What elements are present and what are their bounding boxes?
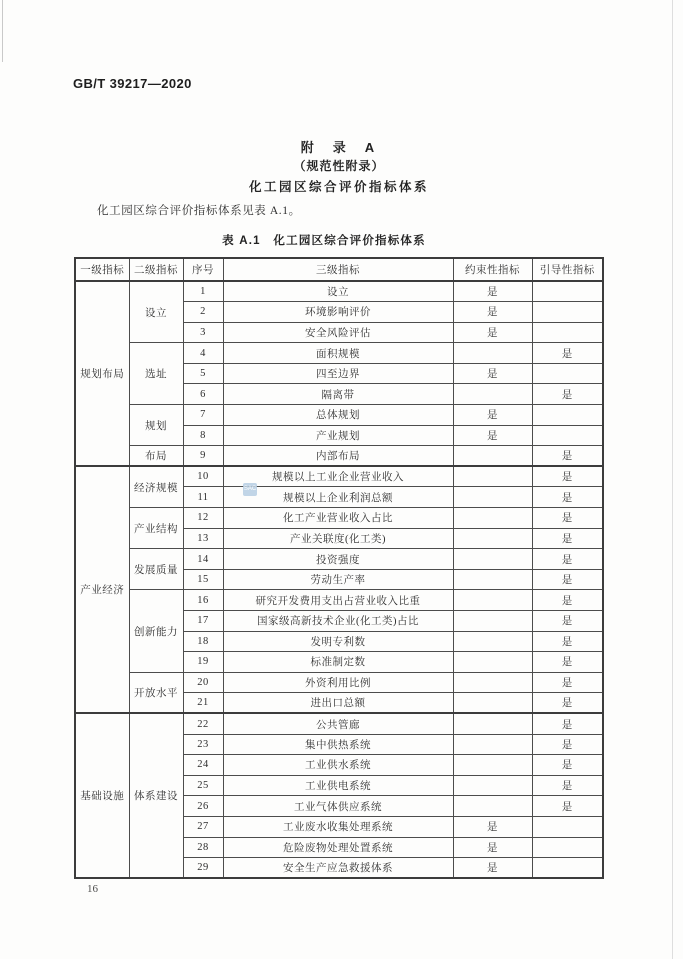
doc-code: GB/T 39217—2020 [73, 76, 192, 91]
intro-text: 化工园区综合评价指标体系见表 A.1。 [97, 205, 301, 217]
guidance-cell: 是 [532, 796, 603, 817]
seq-cell: 3 [183, 322, 223, 343]
guidance-cell: 是 [532, 466, 603, 487]
indicator-cell: 公共管廊 [223, 713, 453, 734]
guidance-cell [532, 322, 603, 343]
indicator-cell: 劳动生产率 [223, 569, 453, 590]
seq-cell: 19 [183, 652, 223, 673]
table-row [75, 713, 603, 734]
seq-cell: 17 [183, 611, 223, 632]
level2-cell: 布局 [129, 446, 183, 467]
indicator-cell: 规模以上企业利润总额 [223, 487, 453, 508]
constraint-cell [453, 528, 532, 549]
guidance-cell [532, 816, 603, 837]
guidance-cell: 是 [532, 713, 603, 734]
guidance-cell: 是 [532, 343, 603, 364]
guidance-cell: 是 [532, 611, 603, 632]
constraint-cell: 是 [453, 816, 532, 837]
column-header: 二级指标 [129, 258, 183, 281]
indicator-table [74, 257, 604, 879]
constraint-cell [453, 631, 532, 652]
guidance-cell: 是 [532, 755, 603, 776]
guidance-cell: 是 [532, 590, 603, 611]
constraint-cell [453, 487, 532, 508]
seq-cell: 8 [183, 425, 223, 446]
level2-cell: 设立 [129, 281, 183, 343]
guidance-cell [532, 858, 603, 879]
guidance-cell: 是 [532, 652, 603, 673]
guidance-cell: 是 [532, 446, 603, 467]
seq-cell: 11 [183, 487, 223, 508]
seq-cell: 10 [183, 466, 223, 487]
constraint-cell [453, 672, 532, 693]
constraint-cell: 是 [453, 363, 532, 384]
seq-cell: 27 [183, 816, 223, 837]
constraint-cell: 是 [453, 837, 532, 858]
constraint-cell [453, 734, 532, 755]
sac-watermark: SAC [243, 483, 257, 496]
level2-cell: 产业结构 [129, 508, 183, 549]
indicator-cell: 安全风险评估 [223, 322, 453, 343]
seq-cell: 22 [183, 713, 223, 734]
level2-cell: 开放水平 [129, 672, 183, 713]
constraint-cell [453, 611, 532, 632]
level2-cell: 经济规模 [129, 466, 183, 507]
indicator-cell: 隔离带 [223, 384, 453, 405]
seq-cell: 26 [183, 796, 223, 817]
constraint-cell [453, 775, 532, 796]
seq-cell: 16 [183, 590, 223, 611]
column-header: 一级指标 [75, 258, 129, 281]
page-number: 16 [87, 883, 98, 895]
guidance-cell: 是 [532, 508, 603, 529]
indicator-cell: 发明专利数 [223, 631, 453, 652]
indicator-cell: 四至边界 [223, 363, 453, 384]
table-row [75, 508, 603, 529]
constraint-cell [453, 569, 532, 590]
appendix-heading: 化工园区综合评价指标体系 [248, 180, 429, 194]
guidance-cell: 是 [532, 569, 603, 590]
seq-cell: 18 [183, 631, 223, 652]
seq-cell: 29 [183, 858, 223, 879]
guidance-cell: 是 [532, 693, 603, 714]
table-row [75, 549, 603, 570]
constraint-cell [453, 508, 532, 529]
indicator-cell: 外资利用比例 [223, 672, 453, 693]
indicator-cell: 规模以上工业企业营业收入 [223, 466, 453, 487]
seq-cell: 14 [183, 549, 223, 570]
guidance-cell [532, 363, 603, 384]
constraint-cell [453, 796, 532, 817]
level2-cell: 规划 [129, 405, 183, 446]
seq-cell: 1 [183, 281, 223, 302]
seq-cell: 15 [183, 569, 223, 590]
seq-cell: 25 [183, 775, 223, 796]
constraint-cell [453, 755, 532, 776]
constraint-cell [453, 652, 532, 673]
constraint-cell [453, 343, 532, 364]
constraint-cell [453, 549, 532, 570]
table-row [75, 405, 603, 426]
level1-cell: 产业经济 [75, 466, 129, 713]
indicator-cell: 设立 [223, 281, 453, 302]
indicator-cell: 工业供水系统 [223, 755, 453, 776]
constraint-cell: 是 [453, 281, 532, 302]
guidance-cell [532, 837, 603, 858]
constraint-cell [453, 713, 532, 734]
constraint-cell [453, 693, 532, 714]
indicator-cell: 国家级高新技术企业(化工类)占比 [223, 611, 453, 632]
guidance-cell: 是 [532, 631, 603, 652]
indicator-cell: 内部布局 [223, 446, 453, 467]
constraint-cell: 是 [453, 425, 532, 446]
seq-cell: 20 [183, 672, 223, 693]
level2-cell: 选址 [129, 343, 183, 405]
constraint-cell: 是 [453, 302, 532, 323]
level1-cell: 规划布局 [75, 281, 129, 466]
constraint-cell: 是 [453, 858, 532, 879]
column-header: 三级指标 [223, 258, 453, 281]
guidance-cell [532, 281, 603, 302]
seq-cell: 23 [183, 734, 223, 755]
table-row [75, 672, 603, 693]
table-caption: 表 A.1 化工园区综合评价指标体系 [222, 235, 426, 247]
indicator-cell: 工业气体供应系统 [223, 796, 453, 817]
column-header: 序号 [183, 258, 223, 281]
seq-cell: 4 [183, 343, 223, 364]
guidance-cell: 是 [532, 549, 603, 570]
seq-cell: 5 [183, 363, 223, 384]
seq-cell: 21 [183, 693, 223, 714]
guidance-cell: 是 [532, 775, 603, 796]
appendix-subtitle: （规范性附录） [293, 159, 385, 173]
level2-cell: 发展质量 [129, 549, 183, 590]
seq-cell: 13 [183, 528, 223, 549]
table-row [75, 590, 603, 611]
constraint-cell [453, 590, 532, 611]
constraint-cell: 是 [453, 405, 532, 426]
guidance-cell: 是 [532, 528, 603, 549]
indicator-cell: 危险废物处理处置系统 [223, 837, 453, 858]
seq-cell: 2 [183, 302, 223, 323]
indicator-cell: 安全生产应急救援体系 [223, 858, 453, 879]
guidance-cell [532, 405, 603, 426]
column-header: 约束性指标 [453, 258, 532, 281]
seq-cell: 6 [183, 384, 223, 405]
seq-cell: 28 [183, 837, 223, 858]
level2-cell: 创新能力 [129, 590, 183, 672]
indicator-cell: 工业废水收集处理系统 [223, 816, 453, 837]
indicator-cell: 工业供电系统 [223, 775, 453, 796]
level1-cell: 基础设施 [75, 713, 129, 878]
appendix-title: 附 录 A [300, 140, 378, 155]
seq-cell: 24 [183, 755, 223, 776]
guidance-cell [532, 302, 603, 323]
level2-cell: 体系建设 [129, 713, 183, 878]
seq-cell: 9 [183, 446, 223, 467]
table-row [75, 343, 603, 364]
guidance-cell: 是 [532, 734, 603, 755]
indicator-cell: 集中供热系统 [223, 734, 453, 755]
constraint-cell [453, 466, 532, 487]
indicator-cell: 总体规划 [223, 405, 453, 426]
indicator-cell: 环境影响评价 [223, 302, 453, 323]
constraint-cell [453, 384, 532, 405]
guidance-cell: 是 [532, 672, 603, 693]
page-edge-left [2, 0, 3, 62]
seq-cell: 12 [183, 508, 223, 529]
guidance-cell [532, 425, 603, 446]
indicator-cell: 面积规模 [223, 343, 453, 364]
table-row [75, 446, 603, 467]
indicator-cell: 标准制定数 [223, 652, 453, 673]
column-header: 引导性指标 [532, 258, 603, 281]
indicator-cell: 产业规划 [223, 425, 453, 446]
constraint-cell [453, 446, 532, 467]
table-row [75, 466, 603, 487]
indicator-cell: 化工产业营业收入占比 [223, 508, 453, 529]
table-row [75, 281, 603, 302]
indicator-cell: 研究开发费用支出占营业收入比重 [223, 590, 453, 611]
indicator-cell: 投资强度 [223, 549, 453, 570]
table-header-row [75, 258, 603, 281]
guidance-cell: 是 [532, 487, 603, 508]
indicator-cell: 进出口总额 [223, 693, 453, 714]
guidance-cell: 是 [532, 384, 603, 405]
indicator-cell: 产业关联度(化工类) [223, 528, 453, 549]
seq-cell: 7 [183, 405, 223, 426]
constraint-cell: 是 [453, 322, 532, 343]
